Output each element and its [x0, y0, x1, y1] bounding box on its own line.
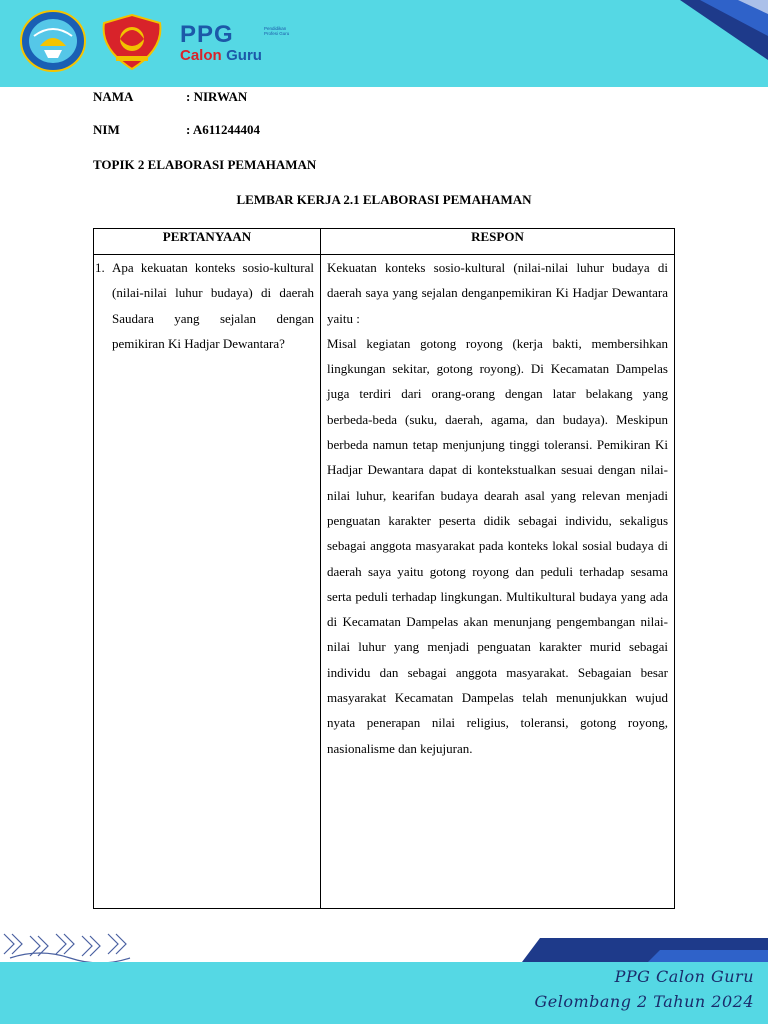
question-response-table [93, 228, 675, 909]
topic-heading: TOPIK 2 ELABORASI PEMAHAMAN [93, 157, 317, 172]
table-header-response: RESPON [471, 229, 524, 244]
response-body: Misal kegiatan gotong royong (kerja bakti, membersihkan lingkungan sekitar, gotong royong). Di Kecamatan Dampelas juga terdiri dari orang-orang dengan latar belakang yang berbeda-beda (suku, daerah, agama, dan budaya). Meskipun berbeda namun tetap menjunjung tinggi toleransi. Pemikiran Ki Hadjar Dewantara dapat di kontekstualkan sesuai dengan nilai-nilai luhur, kearifan budaya dearah asal yang relevan menjadi penguatan karakter peserta didik sebagai individu, sekaligus sebagai anggota masyarakat pada konteks lokal sosial budaya di daerah saya yaitu gotong royong dan peduli terhadap sesama serta peduli terhadap lingkungan. Multikultural budaya yang ada di Kecamatan Dampelas akan menunjang pengembangan nilai-nilai luhur yang menjadi penguatan karakter murid sebagai individu dan sebagai anggota masyarakat. Sebagaian besar masyarakat Kecamatan Dampelas telah menunjukkan wujud nyata penerapan nilai religius, toleransi, gotong royong, nasionalisme dan kejujuran. [327, 335, 668, 756]
question-text: Apa kekuatan konteks sosio-kultural (nilai-nilai luhur budaya) di daerah Saudara yang sejalan dengan pemikiran Ki Hadjar Dewantara? [112, 260, 314, 351]
name-value: : NIRWAN [186, 89, 248, 104]
question-number: 1. [95, 260, 105, 275]
identity-name-row [93, 89, 247, 105]
ppg-logo-tagline: Pendidikan Profesi Guru [264, 26, 290, 37]
footer-line-2: Gelombang 2 Tahun 2024 [534, 992, 754, 1011]
footer-decoration [0, 928, 768, 964]
footer-line-1: PPG Calon Guru [614, 967, 754, 986]
identity-nim-row [93, 122, 260, 138]
nim-value: : A611244404 [186, 122, 261, 137]
ppg-logo-calon: Calon [180, 47, 222, 64]
ppg-logo-subtitle [180, 47, 262, 65]
worksheet-title: LEMBAR KERJA 2.1 ELABORASI PEMAHAMAN [236, 192, 532, 207]
university-logo-icon [98, 13, 166, 71]
question-cell [94, 255, 320, 356]
ppg-calon-guru-logo [180, 21, 290, 65]
ppg-logo-title: PPG [180, 21, 234, 48]
response-cell [321, 255, 674, 761]
nim-label: NIM [93, 122, 120, 137]
kemdikbud-logo-icon [20, 10, 86, 72]
footer-caption [534, 964, 754, 1014]
ppg-logo-guru: Guru [226, 47, 262, 64]
response-intro: Kekuatan konteks sosio-kultural (nilai-nilai luhur budaya di daerah saya yang sejalan denganpemikiran Ki Hadjar Dewantara yaitu : [327, 260, 668, 326]
table-header-question: PERTANYAAN [162, 229, 252, 244]
name-label: NAMA [93, 89, 134, 104]
